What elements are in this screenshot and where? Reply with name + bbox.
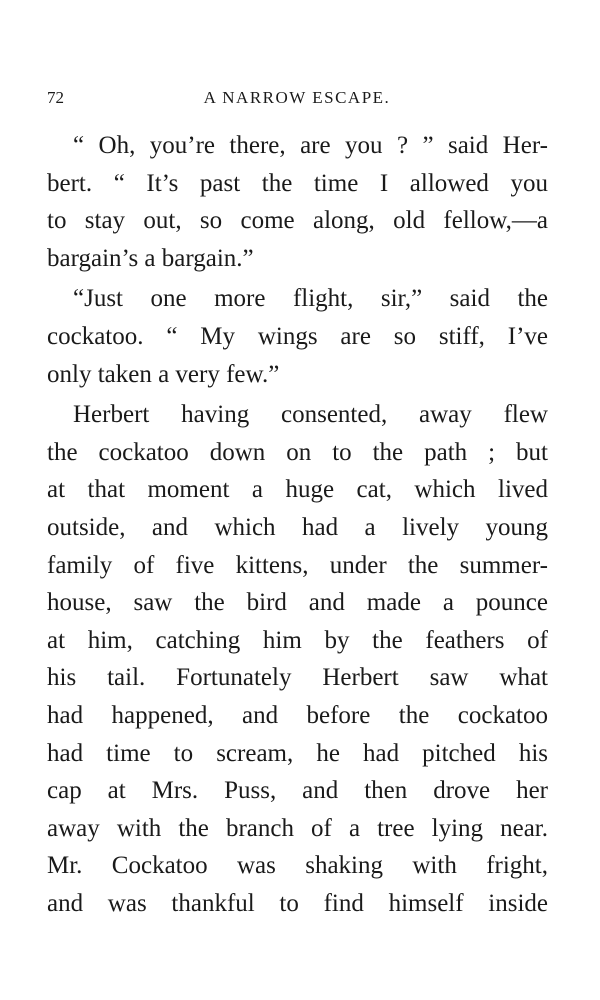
text-line: Herbert having consented, away flew — [73, 401, 548, 429]
text-line: family of five kittens, under the summer- — [47, 551, 548, 579]
text-line: bargain’s a bargain.” — [47, 244, 254, 272]
text-line: cap at Mrs. Puss, and then drove her — [47, 777, 548, 805]
page-number: 72 — [47, 88, 64, 107]
text-line: house, saw the bird and made a pounce — [47, 589, 548, 617]
text-line: and was thankful to find himself inside — [47, 889, 548, 917]
text-line: at that moment a huge cat, which lived — [47, 476, 548, 504]
text-line: had time to scream, he had pitched his — [47, 739, 548, 767]
text-line: “Just one more flight, sir,” said the — [73, 285, 548, 313]
text-line: “ Oh, you’re there, are you ? ” said Her- — [73, 132, 548, 159]
text-line: the cockatoo down on to the path ; but — [47, 438, 548, 466]
text-line: cockatoo. “ My wings are so stiff, I’ve — [47, 322, 548, 350]
text-line: bert. “ It’s past the time I allowed you — [47, 169, 548, 197]
text-line: had happened, and before the cockatoo — [47, 701, 548, 729]
text-line: at him, catching him by the feathers of — [47, 626, 548, 654]
text-line: away with the branch of a tree lying near. — [47, 814, 548, 842]
text-line: outside, and which had a lively young — [47, 513, 548, 541]
chapter-title: A NARROW ESCAPE. — [203, 88, 391, 107]
running-head — [47, 86, 547, 110]
text-line: Mr. Cockatoo was shaking with fright, — [47, 852, 548, 880]
text-line: his tail. Fortunately Herbert saw what — [47, 664, 548, 692]
body-text — [47, 127, 548, 922]
text-line: to stay out, so come along, old fellow,—a — [47, 207, 548, 235]
text-line: only taken a very few.” — [47, 360, 280, 388]
